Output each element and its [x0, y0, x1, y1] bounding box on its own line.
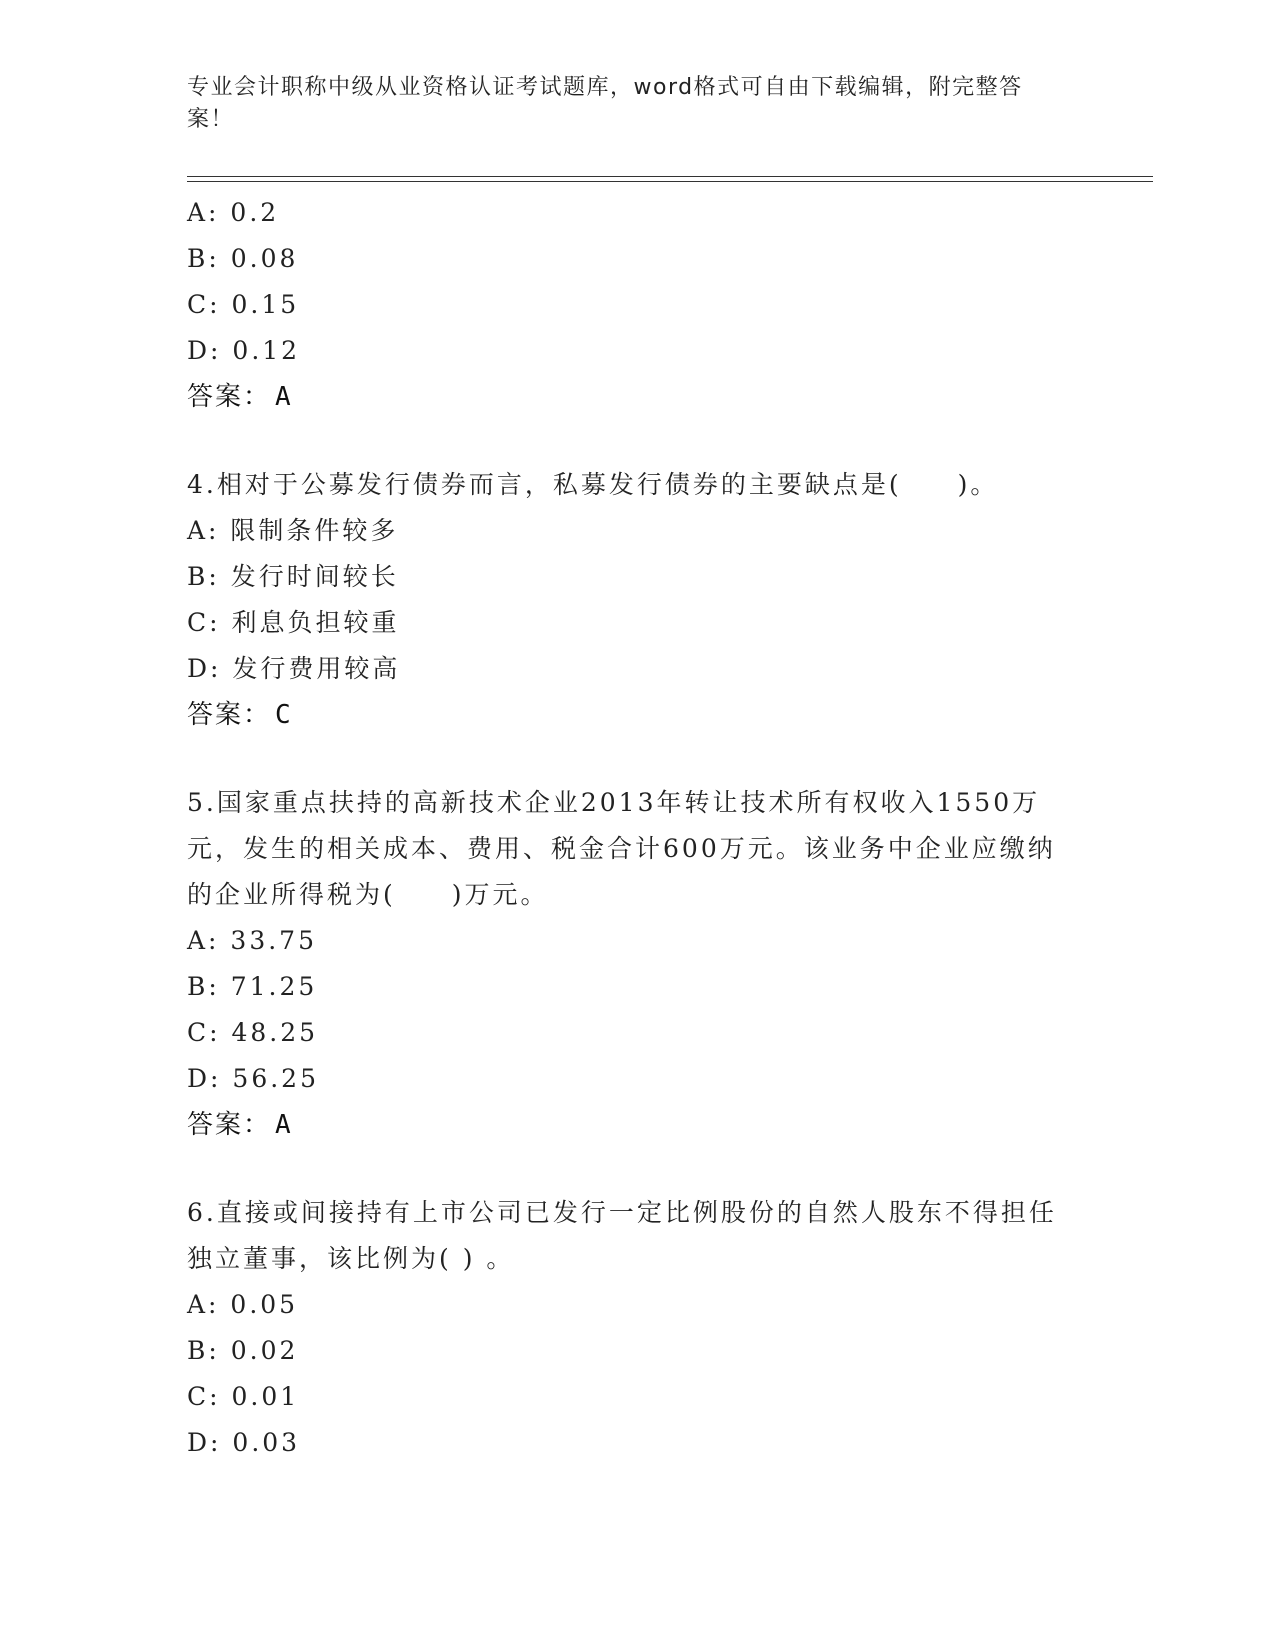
option-c: C: 利息负担较重 [187, 608, 400, 637]
document-header: 专业会计职称中级从业资格认证考试题库，word格式可自由下载编辑，附完整答案！ [187, 75, 1023, 132]
answer-label: 答案： [187, 1110, 272, 1140]
answer-label: 答案： [187, 382, 272, 412]
question-text: 4.相对于公募发行债券而言，私募发行债券的主要缺点是( )。 [187, 470, 999, 499]
option-c: C: 48.25 [187, 1018, 319, 1047]
option-d: D: 0.12 [187, 336, 301, 365]
option-a: A: 0.2 [187, 198, 280, 227]
answer-line [187, 374, 1067, 420]
option-b: B: 发行时间较长 [187, 562, 399, 591]
question-5 [187, 780, 1067, 1148]
answer-line [187, 692, 1067, 738]
question-4 [187, 462, 1067, 738]
answer-value: A [275, 382, 293, 412]
question-text: 5.国家重点扶持的高新技术企业2013年转让技术所有权收入1550万元，发生的相关成本、费用、税金合计600万元。该业务中企业应缴纳的企业所得税为( )万元。 [187, 788, 1056, 909]
answer-label: 答案： [187, 700, 272, 730]
option-b: B: 0.02 [187, 1336, 299, 1365]
question-content [187, 190, 1067, 1466]
option-c: C: 0.15 [187, 290, 300, 319]
question-6 [187, 1190, 1067, 1466]
question-text: 6.直接或间接持有上市公司已发行一定比例股份的自然人股东不得担任独立董事，该比例为( ) 。 [187, 1198, 1057, 1273]
option-d: D: 发行费用较高 [187, 654, 401, 683]
answer-value: A [275, 1110, 293, 1140]
header-rule-bottom [187, 181, 1153, 182]
option-a: A: 限制条件较多 [187, 516, 399, 545]
answer-value: C [275, 700, 293, 730]
option-d: D: 0.03 [187, 1428, 301, 1457]
option-d: D: 56.25 [187, 1064, 319, 1093]
option-c: C: 0.01 [187, 1382, 300, 1411]
option-b: B: 0.08 [187, 244, 299, 273]
header-rule-top [187, 176, 1153, 177]
option-a: A: 0.05 [187, 1290, 299, 1319]
answer-line [187, 1102, 1067, 1148]
option-a: A: 33.75 [187, 926, 317, 955]
option-b: B: 71.25 [187, 972, 318, 1001]
question-block-continued [187, 190, 1067, 420]
